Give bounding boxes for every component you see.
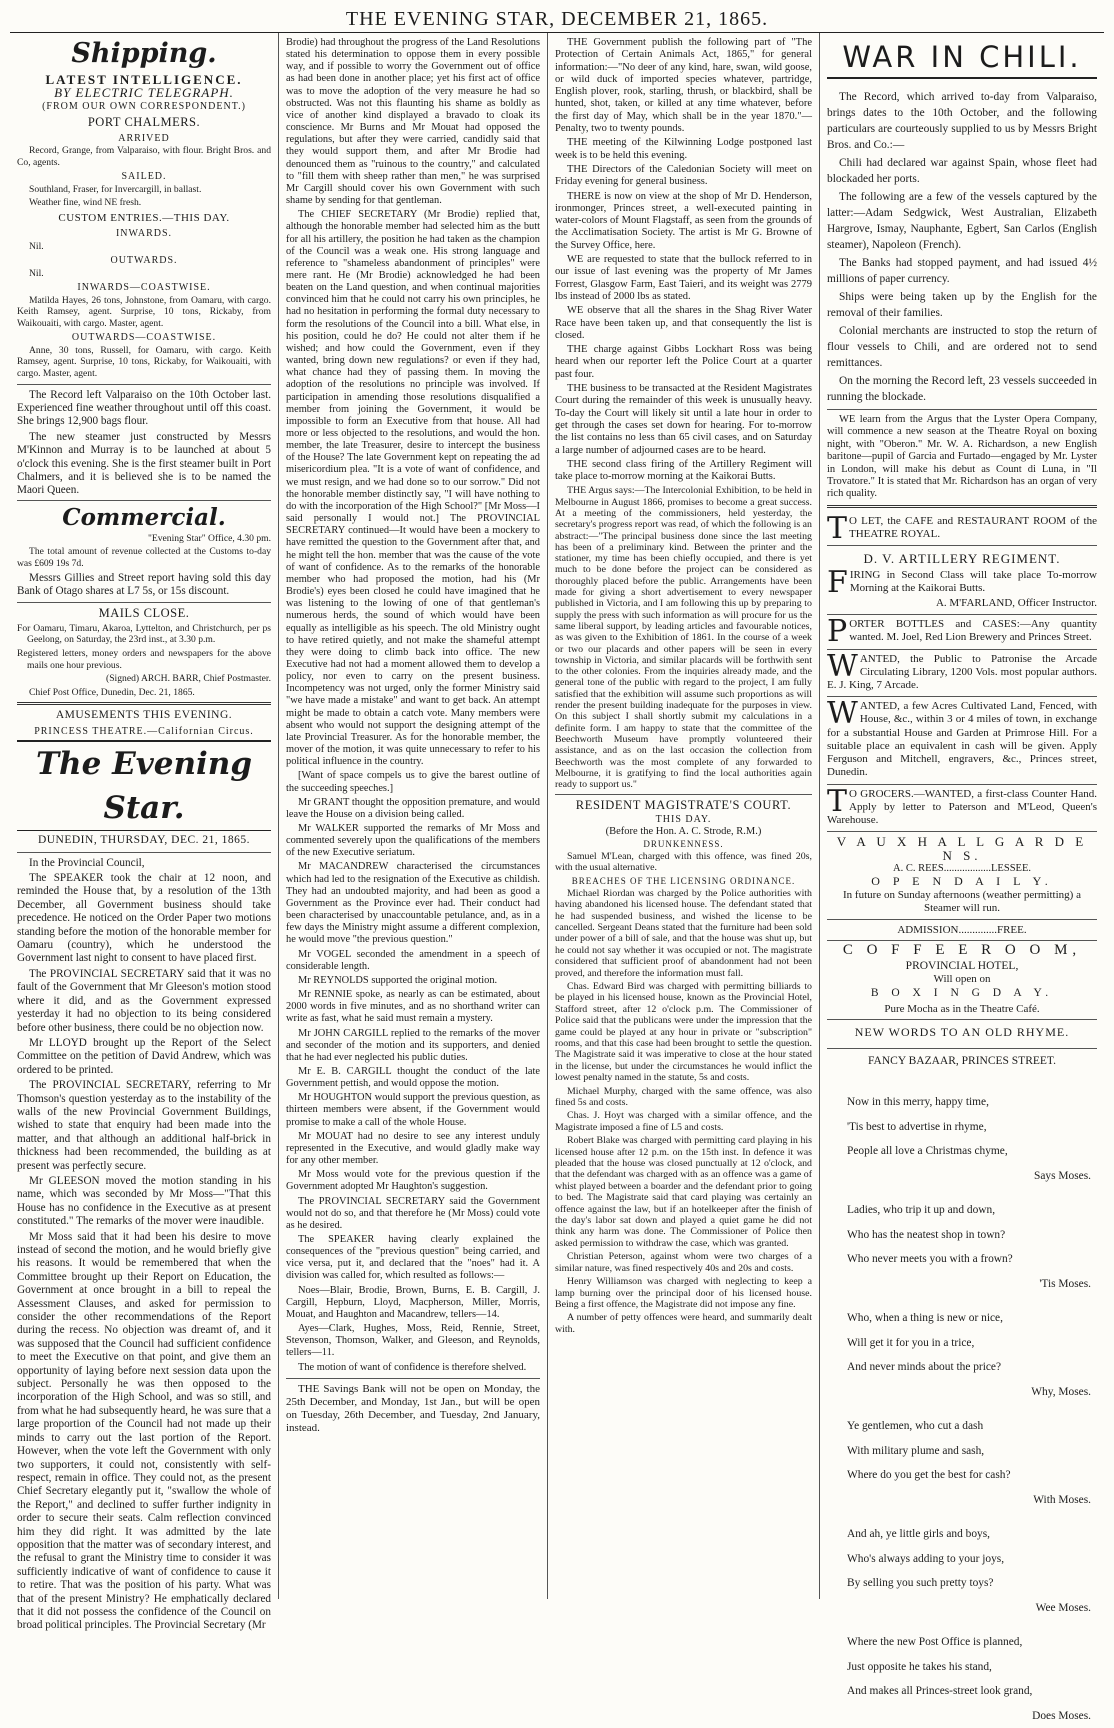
columns <box>10 33 1104 1722</box>
inwards-coastwise-text: Matilda Hayes, 26 tons, Johnstone, from Oamaru, with cargo. Keith Ramsey, agent. Surprise, 10 tons, Rickaby, from Waikouaiti, with cargo. Master, agent. <box>17 294 271 329</box>
divider <box>17 384 271 385</box>
debate-paragraph: Mr E. B. CARGILL thought the conduct of the late Government pettish, and would oppose the motion. <box>286 1065 540 1090</box>
news-paragraph: THE business to be transacted at the Resident Magistrates Court during the remainder of this week is unusually heavy. To-day the Court will likely sit until a late hour in order to get through the cases set down for hearing. For to-morrow the list contains no less than 65 civil cases, and on Saturday a large number of adjourned cases are to be heard. <box>555 383 812 456</box>
news-paragraph: THE second class firing of the Artillery Regiment will take place to-morrow morning at the Kaikorai Butts. <box>555 458 812 483</box>
court-day: THIS DAY. <box>655 813 712 825</box>
poem-refrain: Why, Moses. <box>1031 1385 1091 1398</box>
court-paragraph: Michael Murphy, charged with the same offence, was also fined 5s and costs. <box>555 1085 812 1109</box>
court-paragraph: Robert Blake was charged with permitting card playing in his licensed house after 12 p.m. on the 15th inst. In defence it was pleaded that the house was closed punctually at 12 o'clock, and that the defendant was charged with as an offence was a game of whist played between a boarder and the defendant prior to going to bed. The Magistrate said that card playing was certainly an offence against the law, but if an hotelkeeper after the finish of the day's labor sat down and played a quiet game he did not think any harm was done. The Commissioner of Police then asked permission to withdraw the case, which was granted. <box>555 1135 812 1249</box>
poem-line: By selling you such pretty toys? <box>847 1577 994 1590</box>
poem-stanza <box>827 1090 1097 1188</box>
poem-stanza <box>827 1198 1097 1296</box>
debate-paragraph: Mr WALKER supported the remarks of Mr Moss and commented severely upon the qualifications of the members of the new Executive seriatum. <box>286 823 540 859</box>
hotel-name: PROVINCIAL HOTEL, <box>905 959 1019 972</box>
new-words-heading: NEW WORDS TO AN OLD RHYME. <box>854 1024 1070 1039</box>
inwards-label: INWARDS. <box>115 228 173 240</box>
divider <box>827 919 1097 920</box>
will-open: Will open on <box>933 973 991 986</box>
poem-line: Will get it for you in a trice, <box>847 1336 975 1349</box>
poem-line: With military plume and sash, <box>847 1444 985 1457</box>
news-paragraph: THE Directors of the Caledonian Society will meet on Friday evening for general business. <box>555 163 812 188</box>
outwards-coastwise-text: Anne, 30 tons, Russell, for Oamaru, with cargo. Keith Ramsey, agent. Surprise, 10 tons, Rickaby, for Waikouaiti, with cargo. Master, agent. <box>17 344 271 379</box>
poem-line: Just opposite he takes his stand, <box>847 1660 992 1673</box>
mails-signature: (Signed) ARCH. BARR, Chief Postmaster. <box>106 673 271 685</box>
divider <box>555 794 812 795</box>
court-paragraph: Michael Riordan was charged by the Police authorities with having abandoned his licensed house. The defendant stated that he had suspended business, and wished the license to be cancelled. Sergeant Deans stated that the furniture had been sold under power of a bill of sale, and that the house was shut up, but he could not say whether it was occupied or not. The magistrate considered that sufficient proof of abandonment had not been proved, and therefore the information must fall. <box>555 887 812 979</box>
shipping-paragraph: The new steamer just constructed by Messrs M'Kinnon and Murray is to be launched at about 5 o'clock this evening. She is the first steamer built in Port Chalmers, and it is believed she is to be named the Maori Queen. <box>17 430 271 497</box>
debate-paragraph: Mr RENNIE spoke, as nearly as can be estimated, about 2000 words in five minutes, and as no shorthand writer can write as fast, what he said must remain a mystery. <box>286 989 540 1025</box>
poem-line: And makes all Princes-street look grand, <box>847 1685 1033 1698</box>
weather-text: Weather fine, wind NE fresh. <box>29 197 142 209</box>
inwards-coastwise-label: INWARDS—COASTWISE. <box>77 282 211 294</box>
ad-artillery: D. V. ARTILLERY REGIMENT. FIRING in Second Class will take place To-morrow Morning at the Kaikorai Butts. A. M'FARLAND, Officer Instructor. <box>827 545 1097 614</box>
column-4 <box>819 33 1104 1722</box>
war-paragraph: The following are a few of the vessels captured by the latter:—Adam Sedgwick, West Australian, Elizabeth Hargrove, Ismay, Nauphante, Egbert, San Carlos (English steamer), Napoleon (French). <box>827 191 1097 251</box>
debate-paragraph: Mr MOUAT had no desire to see any interest unduly represented in the Executive, and would gladly make way for any other member. <box>286 1130 540 1167</box>
council-paragraph: Mr LLOYD brought up the Report of the Select Committee on the petition of David Andrew, which was ordered to be printed. <box>17 1036 271 1076</box>
correspondent-note: (FROM OUR OWN CORRESPONDENT.) <box>42 100 246 112</box>
court-heading: RESIDENT MAGISTRATE'S COURT. <box>575 798 792 813</box>
mails-office: Chief Post Office, Dunedin, Dec. 21, 1865. <box>29 686 195 698</box>
poem-stanza <box>827 1630 1097 1728</box>
court-paragraph: Chas. Edward Bird was charged with permitting billiards to be played in his licensed house, known as the Provincial Hotel, Stafford street, after 12 o'clock p.m. The Commissioner of Police said that the publicans were under the impression that the game could be played at any hour in private or "subscription" rooms, and that this case had been brought to settle the question. The Magistrate said it was imperative to close at the hour stated in the license, but under the circumstances he would inflict the lowest penalty named in the statute, 5s and costs. <box>555 980 812 1084</box>
masthead: THE EVENING STAR, DECEMBER 21, 1865. <box>10 6 1104 33</box>
drunkenness-label: DRUNKENNESS. <box>643 839 724 850</box>
council-paragraph: Mr Moss said that it had been his desire to move instead of second the motion, and he would briefly give his reasons. It would be remembered that when the Committee brought up their Report on Education, the Government at once brought in a bill to repeal the Assessment Clauses, and asked for permission to consider the other recommendations of the Report during the recess. No objection was dreamt of, and it was supposed that the Council had sufficient confidence to meet the Executive on that point, and give them an opportunity of laying before next session data upon the subject. Personally he was then opposed to the incorporation of the High School, and was so still, and from what he had subsequently heard, he was sure that a large proportion of the Council had not made up their minds to carry out the last portion of the Report. However, when the vote left the Government with only two supporters, it could not, consistently with self-respect, remain in office. They could not, as the present Chief Secretary elegantly put it, "swallow the whole of the Report," and declined to suffer further indignity in order to secure their seats. Calm reflection convinced him they did right. It was admitted by the late opposition that the matter was of secondary interest, and the refusal to grant the Ministry time to consider it was sufficiently indicative of want of confidence to cause it to retire. That was the position of his party. What was that of the present Ministry? He emphatically declared that it did not possess the confidence of the Council on broad political principles. The Provincial Secretary (Mr <box>17 1230 271 1632</box>
poem-line: And never minds about the price? <box>847 1361 1002 1374</box>
debate-paragraph: Brodie) had throughout the progress of the Land Resolutions stated his determination to oppose them in every possible way, and if possible to worry the Government out of office as had been done in another place; yet his first act of office was to move the adoption of the very measure he had so obstructed. Was not this flaunting his shame as boldly as vice of another kind displayed a bravado to cloak its conscience. Mr Burns and Mr Mouat had opposed the regulations, but after they were carried, candidly said that they would support them, and after Mr Brodie had denounced them as "ruinous to the country," and calculated to "fill them with sheep rather than men," he was surprised Mr Cargill should cover his own Government with such shame by sending for that gentleman. <box>286 37 540 207</box>
debate-paragraph: Noes—Blair, Brodie, Brown, Burns, E. B. Cargill, J. Cargill, Hepburn, Lloyd, Macpherson, Miller, Morris, Mouat, and Haughton and Macandrew, tellers—14. <box>286 1284 540 1320</box>
poem-line: Where do you get the best for cash? <box>847 1469 1011 1482</box>
telegraph-subheading: BY ELECTRIC TELEGRAPH. <box>54 85 234 101</box>
court-paragraph: Henry Williamson was charged with neglecting to keep a lamp burning over the principal door of his licensed house. Being a first offence, the Magistrate did not impose any fine. <box>555 1276 812 1310</box>
news-paragraph: WE are requested to state that the bullock referred to in our issue of last evening was the property of Mr James Forrest, Glasgow Farm, East Taieri, and its weight was 2779 lbs instead of 2000 lbs as stated. <box>555 254 812 302</box>
poem-refrain: Wee Moses. <box>1035 1601 1091 1614</box>
news-paragraph: THE Government publish the following part of "The Protection of Certain Animals Act, 1865," for general information:—"No deer of any kind, hare, swan, wild goose, or wild duck of imported species whatever, partridge, English plover, rook, starling, thrush, or blackbird, shall be hunted, shot, taken, or killed at any time whatever, before the first day of May, which shall be in the year 1870."—Penalty, two to twenty pounds. <box>555 37 812 135</box>
debate-paragraph: The SPEAKER having clearly explained the consequences of the "previous question" being carried, and vice versa, put it, and declared that the "noes" had it. A division was called for, which resulted as follows:— <box>286 1234 540 1282</box>
divider <box>17 852 271 853</box>
court-paragraph: Chas. J. Hoyt was charged with a similar offence, and the Magistrate imposed a fine of L5 and costs. <box>555 1110 812 1133</box>
commercial-heading: Commercial. <box>17 500 271 533</box>
bazaar-heading: FANCY BAZAAR, PRINCES STREET. <box>868 1054 1056 1067</box>
war-in-chili-heading: WAR IN CHILI. <box>827 37 1097 79</box>
poem-line: 'Tis best to advertise in rhyme, <box>847 1120 987 1133</box>
poem-line: Who's always adding to your joys, <box>847 1552 1005 1565</box>
artillery-signature: A. M'FARLAND, Officer Instructor. <box>935 597 1097 610</box>
divider <box>827 409 1097 410</box>
debate-paragraph: The CHIEF SECRETARY (Mr Brodie) replied that, although the honorable member had selected him as the butt for all his artillery, the position he had taken as the champion of the Council was a weak one. His strong language and reference to "shameless abandonment of principles" were mere rant. He (Mr Brodie) acknowledged he had been beaten on the Land question, and when continual majorities convinced him that he could not carry his own principles, he had no hesitation in performing the formal duty necessary to form the resolutions of the Council into a bill. What else, in his position, could he do? He could not alter them if he wished; and how could the Government, even if they wanted, bring down new regulations? or even if they had, what chance had they of passing them. In moving the adoption of the resolutions no principle was involved. If participation in amending those resolutions disqualified a member from joining the Government, it would be impossible to form an Executive from that house. All had more or less objected to the resolutions, and would the hon. member, the late Treasurer, desire to intercept the business of the House? The late Government kept on repeating the ad misericordium plea. "It is a vote of want of confidence, and we must resign, and we had done so to our sorrow." Did not the honorable member distinctly say, "I will have nothing to do with the incorporation of the High School?" [Mr Moss—I said personally I would not.] The PROVINCIAL SECRETARY continued—It would have been a mockery to have remitted the question to the Government after that, and he might tell the hon. member that was the cause of the vote of want of confidence. As to the remarks of the honorable member who had proposed the motion, had his (Mr Brodie's) eyes been closed he could have imagined that he was listening to the lowing of one of that gentleman's numerous herds, the sound of which would have been equally as intelligible as his speech. The old Ministry ought to have retired quietly, and not make the shameful attempt they were doing to climb back into office. The new Executive had not had a moment allowed them to develop a policy, nor even to carry on the present business. Incompetency was not urged, only the former Ministry said "we have made a mistake" and want to get back. An attempt might be made to obtain a catch vote. Many members were absent who would not support the designing attempt of the late Provincial Treasurer. As for the honorable member, the mover of the motion, it was quite unnecessary to refer to his political influence in the country. <box>286 209 540 768</box>
latest-intelligence-heading: LATEST INTELLIGENCE. <box>45 72 243 87</box>
column-2 <box>278 33 547 1599</box>
war-paragraph: Chili had declared war against Spain, whose fleet had blockaded her ports. <box>827 157 1097 185</box>
vauxhall-text: In future on Sunday afternoons (weather permitting) a Steamer will run. <box>843 888 1081 914</box>
war-paragraph: The Banks had stopped payment, and had issued 4½ millions of paper currency. <box>827 257 1097 285</box>
debate-paragraph: Mr JOHN CARGILL replied to the remarks of the mover and seconder of the motion and its supporters, and denied that he had ever neglected his public duties. <box>286 1027 540 1063</box>
court-paragraph: Christian Peterson, against whom were two charges of a similar nature, was fined respectively 40s and 20s and costs. <box>555 1251 812 1274</box>
poem-line: Ladies, who trip it up and down, <box>847 1204 996 1217</box>
amusements-heading: AMUSEMENTS THIS EVENING. <box>55 709 233 722</box>
news-paragraph: THE charge against Gibbs Lockhart Ross was being heard when our reporter left the Police Court at a quarter past four. <box>555 344 812 380</box>
commercial-revenue: The total amount of revenue collected at the Customs to-day was £609 19s 7d. <box>17 546 271 570</box>
outwards-nil: Nil. <box>29 267 44 279</box>
divider <box>17 602 271 603</box>
debate-paragraph: Mr VOGEL seconded the amendment in a speech of considerable length. <box>286 948 540 972</box>
licensing-label: BREACHES OF THE LICENSING ORDINANCE. <box>571 876 796 887</box>
poem-line: And ah, ye little girls and boys, <box>847 1528 990 1541</box>
column-3 <box>547 33 819 1599</box>
vauxhall-open: O P E N D A I L Y. <box>871 874 1053 889</box>
poem-refrain: With Moses. <box>1033 1493 1091 1506</box>
poem-refrain: 'Tis Moses. <box>1039 1277 1091 1290</box>
debate-paragraph: [Want of space compels us to give the barest outline of the succeeding speeches.] <box>286 770 540 794</box>
court-paragraph: A number of petty offences were heard, and summarily dealt with. <box>555 1312 812 1335</box>
outwards-label: OUTWARDS. <box>110 255 178 267</box>
poem-refrain: Says Moses. <box>1034 1169 1091 1182</box>
inwards-nil: Nil. <box>29 240 44 252</box>
news-paragraph: THE meeting of the Kilwinning Lodge postponed last week is to be held this evening. <box>555 137 812 161</box>
news-paragraph: THE Argus says:—The Intercolonial Exhibition, to be held in Melbourne in August 1866, promises to become a great success. At a meeting of the commissioners, held yesterday, the secretary's progress report was read, of which the following is an abstract:—"The principal business done since the last meeting has been of a preliminary kind. Between the printer and the stationer, my time has been chiefly occupied, and there is yet much to be done before the project can be considered as thoroughly placed before the public. Arrangements have been made for giving a short advertisement to every newspaper published in Victoria, and I am following this up by preparing to supply the press with such information as will procure for us the same liberal support, by leading articles and favourable notices, as was given to the Exhibition of 1861. In the course of a week or two our placards and other papers will be seen in every township in Victoria, and similar placards will be forthwith sent to the other colonies. From the inquiries already made, and the general tone of the public with regard to the project, I am fully satisfied that the exhibition will assume such proportions as will render the present building inadequate for the purposes in view. On this subject I shall shortly submit my calculations in a definite form. I am happy to state that the committee of the Beechworth Museum have promptly volunteered their assistance, and as on the last occasion the collection from Beechworth was the most complete of any forwarded to Melbourne, it is gratifying to find the local authorities again ready to support us." <box>555 485 812 791</box>
poem-refrain: Does Moses. <box>1032 1709 1091 1722</box>
council-paragraph: Mr GLEESON moved the motion standing in his name, which was seconded by Mr Moss—"That this House has no confidence in the Executive as at present constituted." The remarks of the mover were inaudible. <box>17 1174 271 1228</box>
coffee-heading: C O F F E E R O O M, <box>842 941 1082 958</box>
poem-stanza <box>827 1414 1097 1512</box>
column-1 <box>10 33 278 1632</box>
arrived-text: Record, Grange, from Valparaiso, with flour. Bright Bros. and Co, agents. <box>17 145 271 168</box>
boxing-day: B O X I N G D A Y. <box>870 986 1054 999</box>
debate-paragraph: Mr Moss would vote for the previous question if the Government adopted Mr Haughton's suggestion. <box>286 1169 540 1193</box>
ad-vauxhall <box>827 831 1097 939</box>
divider <box>17 702 271 705</box>
outwards-coastwise-label: OUTWARDS—COASTWISE. <box>71 332 217 344</box>
ad-porter: PORTER BOTTLES and CASES:—Any quantity wanted. M. Joel, Red Lion Brewery and Princes Street. <box>827 614 1097 650</box>
shipping-heading: Shipping. <box>71 38 217 69</box>
ad-coffee-room <box>827 940 1097 1019</box>
debate-paragraph: Ayes—Clark, Hughes, Moss, Reid, Rennie, Street, Stevenson, Thomson, Walker, and Gleeson, and Reynolds, tellers—11. <box>286 1323 540 1359</box>
news-paragraph: WE observe that all the shares in the Shag River Water Race have been taken up, and that consequently the list is closed. <box>555 305 812 341</box>
vauxhall-lessee: A. C. REES..................LESSEE. <box>893 862 1031 874</box>
divider <box>827 505 1097 508</box>
mails-registered: Registered letters, money orders and newspapers for the above mails one hour previous. <box>17 648 271 671</box>
amusements-text: PRINCESS THEATRE.—Californian Circus. <box>34 725 254 737</box>
poem-line: Who never meets you with a frown? <box>847 1253 1013 1266</box>
debate-paragraph: Mr HOUGHTON would support the previous question, as thirteen members were absent, if the Government would promise to make a call of the whole House. <box>286 1092 540 1128</box>
poem-line: Who has the neatest shop in town? <box>847 1228 1006 1241</box>
debate-paragraph: Mr REYNOLDS supported the original motion. <box>298 974 498 986</box>
poem-line: People all love a Christmas chyme, <box>847 1145 1008 1158</box>
poem-line: Ye gentlemen, who cut a dash <box>847 1420 984 1433</box>
commercial-paragraph: Messrs Gillies and Street report having sold this day Bank of Otago shares at L7 5s, or 15s discount. <box>17 571 271 598</box>
poem-line: Now in this merry, happy time, <box>847 1096 989 1109</box>
artillery-heading: D. V. ARTILLERY REGIMENT. <box>863 551 1061 567</box>
debate-paragraph: The PROVINCIAL SECRETARY said the Government would not do so, and that therefore he (Mr Moss) could vote as he desired. <box>286 1195 540 1231</box>
vauxhall-heading: V A U X H A L L G A R D E N S. <box>836 834 1088 863</box>
admission: ADMISSION..............FREE. <box>897 924 1027 937</box>
news-paragraph: THERE is now on view at the shop of Mr D. Henderson, ironmonger, Princes street, a well-executed painting in water-colors of Mount Flagstaff, as seen from the grounds of the Acclimatisation Society. The artist is Mr G. Browne of the Survey Office, here. <box>555 190 812 251</box>
ad-wanted-library: WANTED, the Public to Patronise the Arcade Circulating Library, 1200 Vols. most popular authors. E. J. King, 7 Arcade. <box>827 649 1097 697</box>
dateline: DUNEDIN, THURSDAY, DEC. 21, 1865. <box>37 834 251 847</box>
war-paragraph: On the morning the Record left, 23 vessels succeeded in running the blockade. <box>827 375 1097 403</box>
port-heading: PORT CHALMERS. <box>87 115 201 130</box>
savings-bank-paragraph: THE Savings Bank will not be open on Monday, the 25th December, and Monday, 1st Jan., but will be open on Tuesday, 26th December, and Tuesday, 2nd January, instead. <box>286 1382 540 1434</box>
war-paragraph: Colonial merchants are instructed to stop the return of flour vessels to Chili, and are ordered not to send remittances. <box>827 325 1097 369</box>
ad-wanted-land: WANTED, a few Acres Cultivated Land, Fenced, with House, &c., within 3 or 4 miles of town, in exchange for a substantial House and Garden at Primrose Hill. For a suitable place an equivalent in cash will be given. Apply Ferguson and Mitchell, engravers, &c., Princes street, Dunedin. <box>827 696 1097 783</box>
council-paragraph: The PROVINCIAL SECRETARY said that it was no fault of the Government that Mr Gleeson's motion stood where it did, and as the Government expressed yesterday it had no objection to its being considered before other business, there could be no objection now. <box>17 967 271 1034</box>
debate-paragraph: Mr MACANDREW characterised the circumstances which had led to the resignation of the Executive as childish. They had an undoubted majority, and had been as good a Government as the Province ever had. Their conduct had been characterised by unaccountable petulance, and, as in a few days the Ministry might assume a different complexion, he would move "the previous question." <box>286 861 540 946</box>
poem-line: Where the new Post Office is planned, <box>847 1636 1023 1649</box>
council-paragraph: The SPEAKER took the chair at 12 noon, and reminded the House that, by a resolution of the 13th December, all Government business should take precedence. He noticed on the Order Paper two motions standing before the motion of the honorable member for Oamaru (country), which he understood the Government last night to consent to have placed first. <box>17 872 271 965</box>
divider <box>827 1048 1097 1049</box>
council-paragraph: The PROVINCIAL SECRETARY, referring to Mr Thomson's question yesterday as to the instability of the walls of the new Provincial Government Buildings, wished to state that enquiry had been made into the matter, and that although an additional half-brick in thickness had been recommended, the building as at present was perfectly secure. <box>17 1079 271 1172</box>
poem <box>827 1090 1097 1728</box>
ad-grocers: T O GROCERS.—WANTED, a first-class Counter Hand. Apply by letter to Paterson and M'Leod, Queen's Warehouse. <box>827 784 1097 832</box>
war-paragraph: Ships were being taken up by the English for the removal of their families. <box>827 291 1097 319</box>
mocha-line: Pure Mocha as in the Theatre Café. <box>884 1003 1040 1016</box>
divider <box>286 1378 540 1379</box>
commercial-office: "Evening Star" Office, 4.30 pm. <box>147 532 271 544</box>
council-paragraph: In the Provincial Council, <box>29 856 145 869</box>
lyster-paragraph: WE learn from the Argus that the Lyster Opera Company, will commence a new season at the Theatre Royal on boxing night, with "Oberon." Mr. W. A. Richardson, a new English baritone—pupil of Garcia and Furtado—engaged by Mr. Lyster in London, will make his debut as Count di Luna, in "Il Trovatore." It is stated that Mr. Richardson has an organ of very rich quality. <box>827 414 1097 500</box>
poem-line: Who, when a thing is new or nice, <box>847 1312 1003 1325</box>
court-paragraph: Samuel M'Lean, charged with this offence, was fined 20s, with the usual alternative. <box>555 850 812 873</box>
poem-stanza <box>827 1522 1097 1620</box>
mails-heading: MAILS CLOSE. <box>98 606 190 621</box>
ad-to-let: T O LET, the CAFE and RESTAURANT ROOM of the THEATRE ROYAL. <box>827 510 1097 546</box>
ad-new-words <box>827 1019 1097 1044</box>
evening-star-heading: The Evening Star. <box>17 740 271 831</box>
shipping-paragraph: The Record left Valparaiso on the 10th October last. Experienced fine weather throughout until off this coast. She brings 12,900 bags flour. <box>17 388 271 428</box>
mails-text: For Oamaru, Timaru, Akaroa, Lyttelton, and Christchurch, per ps Geelong, on Saturday, the 23rd inst., at 3.30 p.m. <box>17 622 271 646</box>
court-before: (Before the Hon. A. C. Strode, R.M.) <box>605 826 762 837</box>
arrived-label: ARRIVED <box>118 132 170 144</box>
debate-paragraph: The motion of want of confidence is therefore shelved. <box>298 1361 527 1373</box>
debate-paragraph: Mr GRANT thought the opposition premature, and would leave the House on a division being called. <box>286 796 540 820</box>
war-paragraph: The Record, which arrived to-day from Valparaiso, brings dates to the 10th October, and the following particulars are courteously supplied to us by Messrs Bright Bros. and Co.:— <box>827 91 1097 151</box>
poem-stanza <box>827 1306 1097 1404</box>
sailed-label: SAILED. <box>121 171 167 183</box>
sailed-text: Southland, Fraser, for Invercargill, in ballast. <box>29 183 202 195</box>
customs-heading: CUSTOM ENTRIES.—THIS DAY. <box>58 211 230 224</box>
